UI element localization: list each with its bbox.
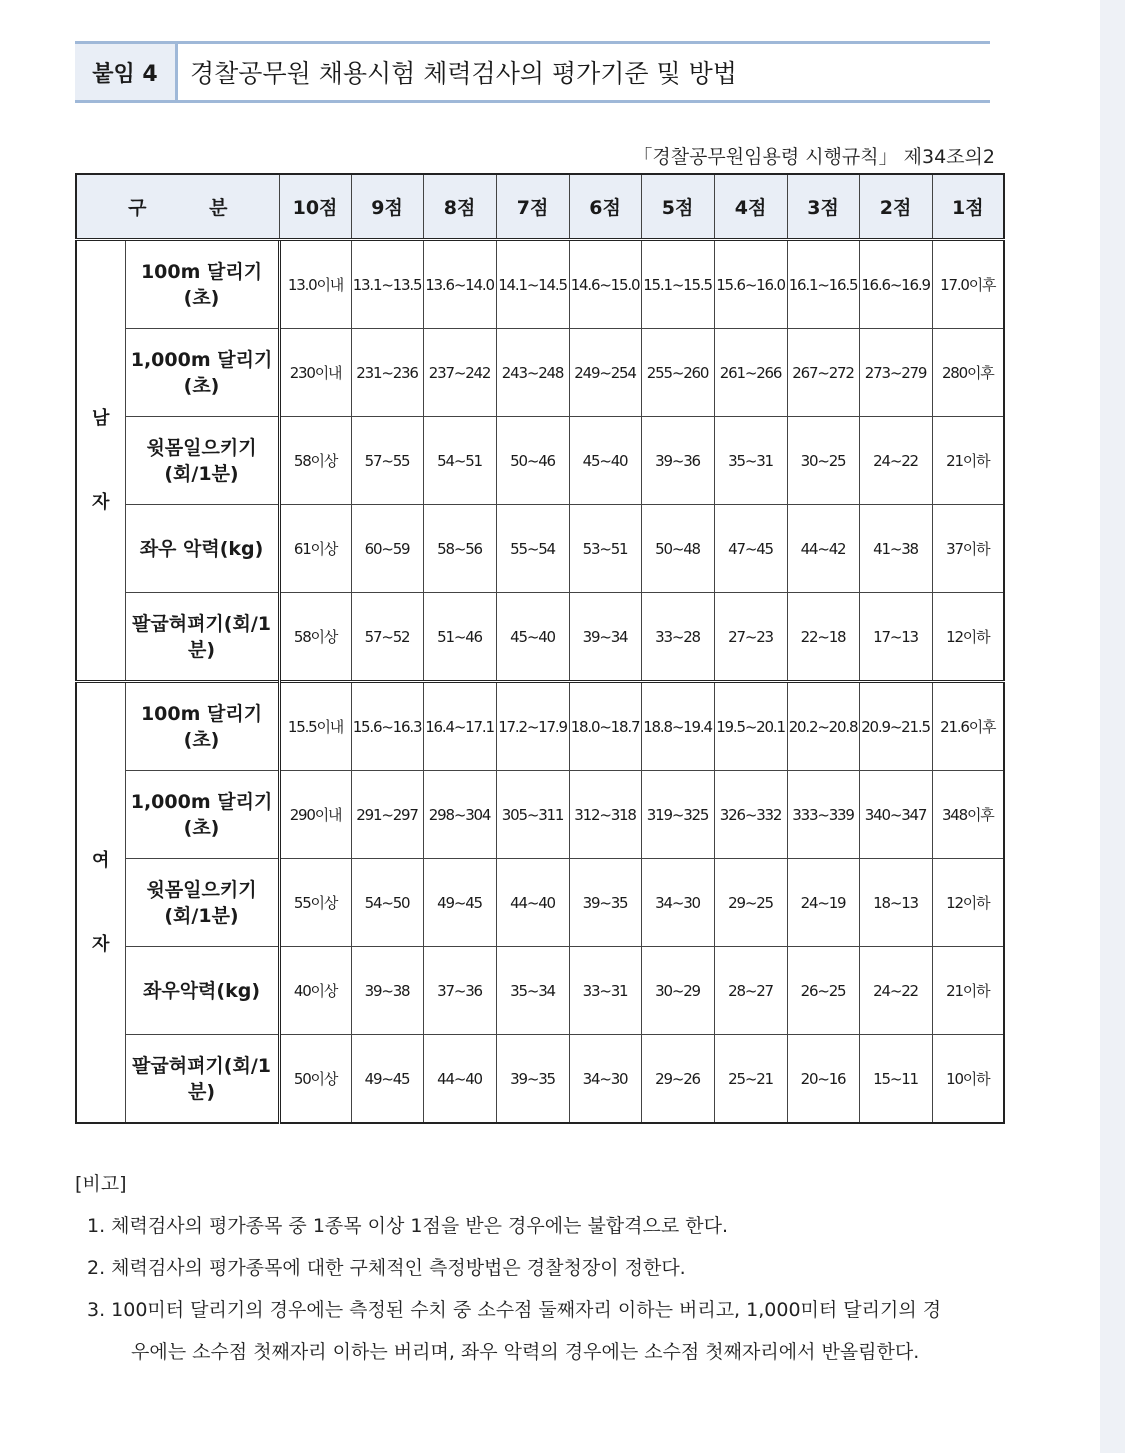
score-cell: 49~45	[351, 1035, 423, 1124]
remark-item: 2. 체력검사의 평가종목에 대한 구체적인 측정방법은 경찰청장이 정한다.	[87, 1257, 686, 1279]
remarks-heading: [비고]	[75, 1173, 127, 1195]
score-cell: 243~248	[496, 329, 569, 417]
score-cell: 37~36	[423, 947, 496, 1035]
remark-item: 1. 체력검사의 평가종목 중 1종목 이상 1점을 받은 경우에는 불합격으로 한다.	[87, 1215, 729, 1237]
page-title: 경찰공무원 채용시험 체력검사의 평가기준 및 방법	[190, 59, 737, 88]
score-cell: 231~236	[351, 329, 423, 417]
score-cell: 16.1~16.5	[787, 240, 859, 329]
score-cell: 50~46	[496, 417, 569, 505]
table-row	[76, 240, 1004, 329]
legal-source: 「경찰공무원임용령 시행규칙」 제34조의2	[633, 146, 995, 168]
score-cell: 255~260	[641, 329, 714, 417]
remark-item	[75, 1296, 1035, 1366]
score-cell: 26~25	[787, 947, 859, 1035]
score-cell: 319~325	[641, 771, 714, 859]
score-cell: 17.0이후	[932, 240, 1004, 329]
score-cell: 58이상	[279, 593, 351, 682]
score-cell: 39~34	[569, 593, 641, 682]
score-cell: 35~31	[714, 417, 787, 505]
score-cell: 45~40	[496, 593, 569, 682]
score-cell: 280이후	[932, 329, 1004, 417]
header-score: 4점	[714, 174, 787, 240]
score-cell: 58이상	[279, 417, 351, 505]
score-cell: 50이상	[279, 1035, 351, 1124]
score-cell: 18.0~18.7	[569, 682, 641, 771]
score-cell: 44~42	[787, 505, 859, 593]
score-cell: 27~23	[714, 593, 787, 682]
score-cell: 39~35	[496, 1035, 569, 1124]
score-cell: 18.8~19.4	[641, 682, 714, 771]
table-row	[76, 771, 1004, 859]
score-cell: 19.5~20.1	[714, 682, 787, 771]
score-cell: 10이하	[932, 1035, 1004, 1124]
table-row	[76, 682, 1004, 771]
score-cell: 55~54	[496, 505, 569, 593]
score-cell: 55이상	[279, 859, 351, 947]
score-cell: 273~279	[859, 329, 932, 417]
header-score: 2점	[859, 174, 932, 240]
score-cell: 13.1~13.5	[351, 240, 423, 329]
score-cell: 25~21	[714, 1035, 787, 1124]
table-row	[76, 593, 1004, 682]
score-cell: 21이하	[932, 947, 1004, 1035]
remark-item-continuation: 우에는 소수점 첫째자리 이하는 버리며, 좌우 악력의 경우에는 소수점 첫째자리에서 반올림한다.	[131, 1341, 920, 1363]
table-row	[76, 505, 1004, 593]
score-cell: 326~332	[714, 771, 787, 859]
header-score: 9점	[351, 174, 423, 240]
score-cell: 15~11	[859, 1035, 932, 1124]
table-header-row	[76, 174, 1004, 240]
header-score: 10점	[279, 174, 351, 240]
event-label: 윗몸일으키기(회/1분)	[125, 859, 279, 947]
score-cell: 39~38	[351, 947, 423, 1035]
right-scroll-strip	[1100, 0, 1125, 1453]
score-cell: 18~13	[859, 859, 932, 947]
event-label: 1,000m 달리기(초)	[125, 771, 279, 859]
score-cell: 29~26	[641, 1035, 714, 1124]
score-cell: 340~347	[859, 771, 932, 859]
score-cell: 21.6이후	[932, 682, 1004, 771]
score-cell: 33~31	[569, 947, 641, 1035]
header-score: 7점	[496, 174, 569, 240]
header-score: 6점	[569, 174, 641, 240]
header-score: 1점	[932, 174, 1004, 240]
score-cell: 33~28	[641, 593, 714, 682]
score-cell: 305~311	[496, 771, 569, 859]
score-cell: 54~50	[351, 859, 423, 947]
score-cell: 30~29	[641, 947, 714, 1035]
score-cell: 15.6~16.0	[714, 240, 787, 329]
fitness-score-table	[75, 173, 1005, 1124]
header-category: 구 분	[76, 174, 279, 240]
score-cell: 14.6~15.0	[569, 240, 641, 329]
score-cell: 12이하	[932, 859, 1004, 947]
score-cell: 15.5이내	[279, 682, 351, 771]
event-label: 100m 달리기(초)	[125, 240, 279, 329]
score-cell: 312~318	[569, 771, 641, 859]
score-cell: 61이상	[279, 505, 351, 593]
score-cell: 249~254	[569, 329, 641, 417]
score-cell: 44~40	[423, 1035, 496, 1124]
title-bar	[75, 41, 990, 103]
score-cell: 21이하	[932, 417, 1004, 505]
score-cell: 24~19	[787, 859, 859, 947]
score-cell: 44~40	[496, 859, 569, 947]
score-cell: 16.6~16.9	[859, 240, 932, 329]
score-cell: 15.1~15.5	[641, 240, 714, 329]
score-cell: 54~51	[423, 417, 496, 505]
score-cell: 267~272	[787, 329, 859, 417]
score-cell: 13.6~14.0	[423, 240, 496, 329]
event-label: 좌우악력(kg)	[125, 947, 279, 1035]
score-cell: 24~22	[859, 417, 932, 505]
table-row	[76, 947, 1004, 1035]
score-cell: 34~30	[641, 859, 714, 947]
event-label: 1,000m 달리기(초)	[125, 329, 279, 417]
male-label: 남 자	[76, 240, 125, 682]
score-cell: 20~16	[787, 1035, 859, 1124]
table-row	[76, 417, 1004, 505]
score-cell: 290이내	[279, 771, 351, 859]
score-cell: 20.9~21.5	[859, 682, 932, 771]
score-cell: 17~13	[859, 593, 932, 682]
score-cell: 13.0이내	[279, 240, 351, 329]
score-cell: 40이상	[279, 947, 351, 1035]
score-cell: 17.2~17.9	[496, 682, 569, 771]
table-row	[76, 329, 1004, 417]
score-cell: 348이후	[932, 771, 1004, 859]
header-score: 5점	[641, 174, 714, 240]
score-cell: 58~56	[423, 505, 496, 593]
score-cell: 51~46	[423, 593, 496, 682]
score-cell: 39~36	[641, 417, 714, 505]
score-cell: 237~242	[423, 329, 496, 417]
event-label: 윗몸일으키기(회/1분)	[125, 417, 279, 505]
table-row	[76, 1035, 1004, 1124]
score-cell: 47~45	[714, 505, 787, 593]
score-cell: 30~25	[787, 417, 859, 505]
score-cell: 12이하	[932, 593, 1004, 682]
score-cell: 22~18	[787, 593, 859, 682]
score-cell: 230이내	[279, 329, 351, 417]
score-cell: 57~52	[351, 593, 423, 682]
event-label: 팔굽혀펴기(회/1분)	[125, 1035, 279, 1124]
score-cell: 39~35	[569, 859, 641, 947]
remark-item-line: 3. 100미터 달리기의 경우에는 측정된 수치 중 소수점 둘째자리 이하는 버리고, 1,000미터 달리기의 경	[87, 1299, 942, 1321]
score-cell: 37이하	[932, 505, 1004, 593]
score-cell: 53~51	[569, 505, 641, 593]
score-cell: 291~297	[351, 771, 423, 859]
score-cell: 16.4~17.1	[423, 682, 496, 771]
score-cell: 24~22	[859, 947, 932, 1035]
score-cell: 34~30	[569, 1035, 641, 1124]
score-cell: 333~339	[787, 771, 859, 859]
score-cell: 49~45	[423, 859, 496, 947]
score-cell: 261~266	[714, 329, 787, 417]
score-cell: 35~34	[496, 947, 569, 1035]
remarks	[75, 1170, 1035, 1380]
attachment-tag: 붙임 4	[75, 44, 178, 100]
event-label: 100m 달리기(초)	[125, 682, 279, 771]
header-score: 8점	[423, 174, 496, 240]
score-cell: 41~38	[859, 505, 932, 593]
score-cell: 57~55	[351, 417, 423, 505]
score-cell: 15.6~16.3	[351, 682, 423, 771]
table-row	[76, 859, 1004, 947]
score-cell: 298~304	[423, 771, 496, 859]
event-label: 좌우 악력(kg)	[125, 505, 279, 593]
score-cell: 60~59	[351, 505, 423, 593]
score-cell: 28~27	[714, 947, 787, 1035]
score-cell: 14.1~14.5	[496, 240, 569, 329]
score-cell: 20.2~20.8	[787, 682, 859, 771]
header-score: 3점	[787, 174, 859, 240]
score-cell: 29~25	[714, 859, 787, 947]
female-label: 여 자	[76, 682, 125, 1124]
score-cell: 45~40	[569, 417, 641, 505]
event-label: 팔굽혀펴기(회/1분)	[125, 593, 279, 682]
score-cell: 50~48	[641, 505, 714, 593]
